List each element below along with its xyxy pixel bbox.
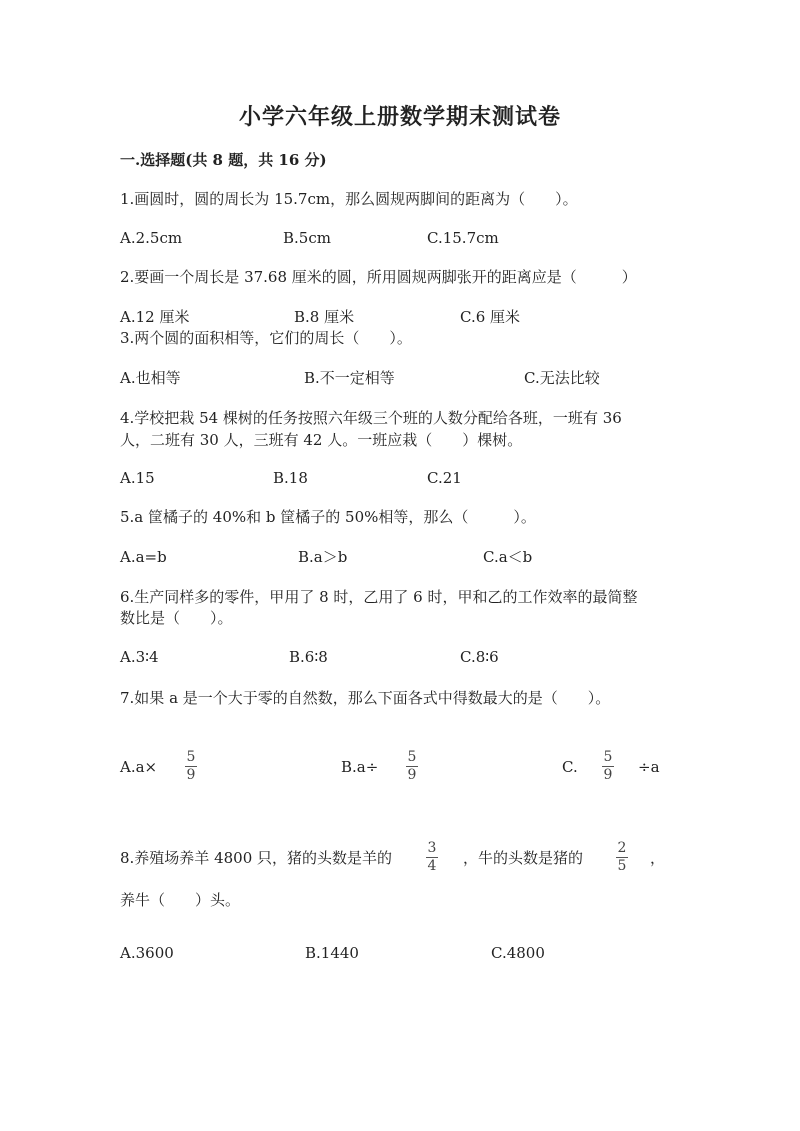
question-3-option-b: B.不一定相等	[304, 369, 395, 387]
question-3-option-a: A.也相等	[120, 369, 181, 387]
fraction-numerator: 5	[603, 749, 613, 765]
question-4-stem-line-1: 4.学校把栽 54 棵树的任务按照六年级三个班的人数分配给各班，一班有 36	[120, 409, 622, 427]
question-6-stem-line-2: 数比是（ ）。	[120, 609, 233, 627]
fraction-denominator: 9	[407, 767, 417, 783]
question-7-option-a-prefix: A.a×	[120, 758, 158, 776]
fraction-denominator: 9	[603, 767, 613, 783]
question-8-stem-line-2: 养牛（ ）头。	[120, 891, 241, 909]
question-7-option-b-fraction	[404, 750, 420, 783]
question-5-stem: 5.a 筐橘子的 40%和 b 筐橘子的 50%相等，那么（ ）。	[120, 508, 536, 526]
fraction-numerator: 5	[407, 749, 417, 765]
fraction-numerator: 2	[617, 840, 627, 856]
question-8-option-c: C.4800	[491, 944, 545, 962]
question-8-stem-part-3: ，	[650, 849, 666, 867]
question-8-option-a: A.3600	[120, 944, 174, 962]
fraction-numerator: 3	[427, 840, 437, 856]
question-4-option-b: B.18	[273, 469, 308, 487]
question-1-option-b: B.5cm	[283, 229, 331, 247]
question-5-option-b: B.a＞b	[298, 548, 348, 566]
question-5-option-a: A.a=b	[120, 548, 167, 566]
question-5-option-c: C.a＜b	[483, 548, 533, 566]
question-8-fraction-1	[424, 841, 440, 874]
page-title: 小学六年级上册数学期末测试卷	[238, 104, 561, 130]
question-2-option-b: B.8 厘米	[294, 308, 355, 326]
fraction-denominator: 9	[186, 767, 196, 783]
question-4-stem-line-2: 人，二班有 30 人，三班有 42 人。一班应栽（ ）棵树。	[120, 431, 523, 449]
fraction-numerator: 5	[186, 749, 196, 765]
fraction-denominator: 4	[427, 858, 437, 874]
question-3-stem: 3.两个圆的面积相等，它们的周长（ ）。	[120, 329, 412, 347]
fraction-denominator: 5	[617, 858, 627, 874]
question-2-stem: 2.要画一个周长是 37.68 厘米的圆，所用圆规两脚张开的距离应是（ ）	[120, 268, 637, 286]
question-8-fraction-2	[614, 841, 630, 874]
question-7-option-c-fraction	[600, 750, 616, 783]
question-8-option-b: B.1440	[305, 944, 359, 962]
question-6-option-b: B.6∶8	[289, 648, 328, 666]
question-7-option-c-prefix: C.	[562, 758, 578, 776]
question-1-option-a: A.2.5cm	[120, 229, 183, 247]
question-7-stem: 7.如果 a 是一个大于零的自然数，那么下面各式中得数最大的是（ ）。	[120, 689, 611, 707]
question-6-stem-line-1: 6.生产同样多的零件，甲用了 8 时，乙用了 6 时，甲和乙的工作效率的最简整	[120, 588, 638, 606]
question-8-stem-part-1: 8.养殖场养羊 4800 只，猪的头数是羊的	[120, 849, 393, 867]
question-3-option-c: C.无法比较	[524, 369, 600, 387]
question-8-stem-part-2: ，牛的头数是猪的	[463, 849, 584, 867]
question-1-stem: 1.画圆时，圆的周长为 15.7cm，那么圆规两脚间的距离为（ ）。	[120, 190, 578, 208]
question-7-option-c-suffix: ÷a	[638, 758, 660, 776]
question-2-option-a: A.12 厘米	[120, 308, 190, 326]
question-4-option-c: C.21	[427, 469, 462, 487]
question-2-option-c: C.6 厘米	[460, 308, 521, 326]
question-4-option-a: A.15	[120, 469, 155, 487]
question-1-option-c: C.15.7cm	[427, 229, 499, 247]
question-6-option-c: C.8∶6	[460, 648, 499, 666]
section-heading: 一.选择题(共 8 题，共 16 分)	[120, 151, 327, 169]
question-7-option-a-fraction	[183, 750, 199, 783]
question-7-option-b-prefix: B.a÷	[341, 758, 379, 776]
question-6-option-a: A.3∶4	[120, 648, 159, 666]
